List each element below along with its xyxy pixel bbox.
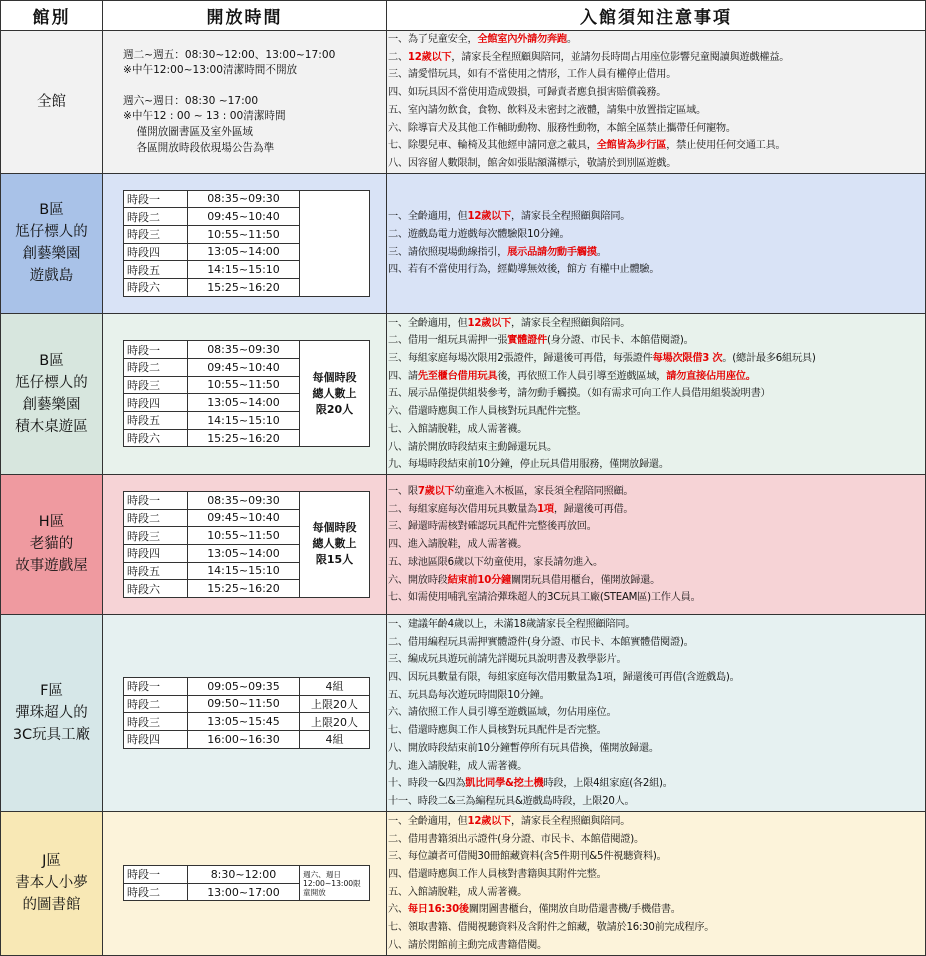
slot-label: 時段三 — [124, 225, 188, 243]
note-text: 三、每位讀者可借閱30冊館藏資料(含5件期刊&5件視聽資料)。 — [388, 851, 667, 863]
note-text: 四、若有不當使用行為，經勸導無效後，館方 有權中止體驗。 — [388, 264, 660, 276]
note-text: 五、室內請勿飲食，食物、飲料及未密封之液體，請集中放置指定區域。 — [388, 104, 706, 116]
note-item — [388, 456, 923, 474]
note-text: 五、入館請脫鞋，成人需著襪。 — [388, 886, 528, 898]
note-text: 二、借用編程玩具需押實體證件(身分證、市民卡、本館實體借閱證)。 — [388, 636, 694, 648]
section-name: B區 尪仔標人的 創藝樂園 積木桌遊區 — [1, 313, 103, 474]
note-item — [388, 813, 923, 831]
note-item — [388, 518, 923, 536]
slot-capacity: 上限20人 — [300, 695, 370, 713]
note-text: 六、請依照工作人員引導至遊戲區域，勿佔用座位。 — [388, 707, 617, 719]
notes-cell — [387, 173, 926, 313]
slot-time: 15:25~16:20 — [188, 429, 300, 447]
note-text: 三、每組家庭每場次限用2張證件，歸還後可再借，每張證件 — [388, 353, 653, 365]
section-name: B區 尪仔標人的 創藝樂園 遊戲島 — [1, 173, 103, 313]
note-text: 一、全齡適用，但 — [388, 815, 468, 827]
notes-cell — [387, 811, 926, 955]
note-item — [388, 49, 923, 67]
note-item — [388, 315, 923, 333]
note-item — [388, 793, 923, 811]
section-b-board-games — [1, 313, 926, 474]
note-text: ，歸還後可再借。 — [553, 503, 634, 515]
note-text: 。 — [566, 34, 577, 45]
note-highlight: 全館室內外請勿奔跑 — [477, 34, 567, 45]
note-item — [388, 261, 923, 279]
slot-label: 時段一 — [124, 190, 188, 208]
note-text: 五、球池區限6歲以下幼童使用，家長請勿進入。 — [388, 556, 603, 568]
note-text: 七、入館請脫鞋，成人需著襪。 — [388, 423, 528, 435]
note-highlight: 先至櫃台借用玩具 — [417, 370, 498, 382]
notes-cell — [387, 31, 926, 174]
note-text: (身分證、市民卡、本館借閱證)。 — [547, 335, 694, 347]
slot-time: 14:15~15:10 — [188, 562, 300, 580]
note-item — [388, 208, 923, 226]
note-item — [388, 66, 923, 84]
slot-time: 8:30~12:00 — [188, 866, 300, 884]
capacity-note: 每個時段 總人數上 限15人 — [300, 491, 370, 597]
slot-label: 時段五 — [124, 411, 188, 429]
note-text: 六、除導盲犬及其他工作輔助動物、服務性動物，本館全區禁止攜帶任何寵物。 — [388, 122, 736, 134]
slot-time: 09:45~10:40 — [188, 509, 300, 527]
slot-row — [124, 491, 370, 509]
note-text: 九、每場時段結束前10分鐘，停止玩具借用服務，僅開放歸還。 — [388, 459, 669, 471]
header-notes: 入館須知注意事項 — [387, 1, 926, 31]
note-text: 四、借還時應與工作人員核對書籍與其附件完整。 — [388, 868, 607, 880]
note-item — [388, 244, 923, 262]
note-text: 三、歸還時需核對確認玩具配件完整後再放回。 — [388, 521, 597, 533]
note-highlight: 12歲以下 — [467, 815, 511, 827]
note-highlight: 凱比同學&挖土機 — [465, 778, 544, 790]
slot-table — [123, 491, 370, 598]
note-text: ，請家長全程照顧與陪同。 — [511, 317, 631, 329]
note-text: 二、借用一組玩具需押一張 — [388, 335, 508, 347]
note-item — [388, 884, 923, 902]
note-text: 一、限 — [388, 485, 418, 497]
hours-line: 各區開放時段依現場公告為準 — [123, 141, 275, 154]
note-item — [388, 421, 923, 439]
note-highlight: 1項 — [537, 503, 554, 515]
note-item — [388, 385, 923, 403]
note-text: 關閉玩具借用櫃台，僅開放歸還。 — [511, 574, 661, 586]
section-h-story-house — [1, 474, 926, 614]
slot-label: 時段六 — [124, 279, 188, 297]
opening-hours — [103, 811, 387, 955]
slot-row — [124, 695, 370, 713]
slot-table — [123, 190, 370, 297]
slot-label: 時段四 — [124, 544, 188, 562]
section-b-game-island — [1, 173, 926, 313]
note-item — [388, 572, 923, 590]
note-item — [388, 722, 923, 740]
opening-hours — [103, 313, 387, 474]
note-highlight: 結束前10分鐘 — [447, 574, 511, 586]
slot-capacity: 上限20人 — [300, 713, 370, 731]
header-venue: 館別 — [1, 1, 103, 31]
slot-label: 時段四 — [124, 394, 188, 412]
slot-time: 09:45~10:40 — [188, 208, 300, 226]
slot-label: 時段二 — [124, 208, 188, 226]
note-highlight: 每場次限借3 次 — [652, 353, 723, 365]
slot-time: 10:55~11:50 — [188, 225, 300, 243]
note-text: 二、每組家庭每次借用玩具數量為 — [388, 503, 538, 515]
slot-label: 時段一 — [124, 341, 188, 359]
note-text: 六、借還時應與工作人員核對玩具配件完整。 — [388, 406, 587, 418]
note-item — [388, 704, 923, 722]
note-text: 四、因玩具數量有限，每組家庭每次借用數量為1項，歸還後可再借(含遊戲島)。 — [388, 672, 740, 684]
hours-line: ※中午12 : 00 ~ 13 : 00清潔時間 — [123, 110, 286, 123]
note-item — [388, 368, 923, 386]
note-item — [388, 332, 923, 350]
note-text: 。(總計最多6組玩具) — [722, 353, 816, 365]
note-item — [388, 589, 923, 607]
slot-time: 09:05~09:35 — [188, 677, 300, 695]
note-text: 八、請於閉館前主動完成書籍借閱。 — [388, 939, 547, 951]
note-item — [388, 554, 923, 572]
note-item — [388, 669, 923, 687]
slot-time: 14:15~15:10 — [188, 411, 300, 429]
slot-row — [124, 190, 370, 208]
note-text: 六、開放時段 — [388, 574, 448, 586]
note-item — [388, 937, 923, 955]
note-text: 七、如需使用哺乳室請洽彈珠超人的3C玩具工廠(STEAM區)工作人員。 — [388, 592, 701, 604]
note-item — [388, 137, 923, 155]
slot-table — [123, 340, 370, 447]
note-text: 一、全齡適用，但 — [388, 211, 468, 223]
capacity-note — [300, 190, 370, 296]
section-name: J區 書本人小夢 的圖書館 — [1, 811, 103, 955]
note-text: 後，再依照工作人員引導至遊戲區域， — [497, 370, 667, 382]
slot-time: 16:00~16:30 — [188, 731, 300, 749]
note-text: 七、領取書籍、借閱視聽資料及含附件之館藏，敬請於16:30前完成程序。 — [388, 922, 715, 934]
note-item — [388, 536, 923, 554]
header-hours: 開放時間 — [103, 1, 387, 31]
note-text: 三、編成玩具遊玩前請先詳閱玩具說明書及教學影片。 — [388, 654, 627, 666]
section-name: F區 彈珠超人的 3C玩具工廠 — [1, 614, 103, 811]
slot-label: 時段六 — [124, 580, 188, 598]
slot-time: 15:25~16:20 — [188, 279, 300, 297]
slot-time: 13:05~14:00 — [188, 243, 300, 261]
slot-time: 13:05~14:00 — [188, 394, 300, 412]
note-text: 八、請於開放時段結束主動歸還玩具。 — [388, 441, 557, 453]
note-item — [388, 651, 923, 669]
note-item — [388, 155, 923, 173]
slot-table — [123, 677, 370, 749]
section-name: H區 老貓的 故事遊戲屋 — [1, 474, 103, 614]
opening-hours — [103, 614, 387, 811]
hours-line: 週二~週五：08:30~12:00、13:00~17:00 — [123, 48, 336, 61]
note-text: 二、借用書籍須出示證件(身分證、市民卡、本館借閱證)。 — [388, 833, 644, 845]
note-text: 九、進入請脫鞋，成人需著襪。 — [388, 760, 528, 772]
hours-line: 僅開放圖書區及室外區域 — [123, 125, 254, 138]
note-highlight: 12歲以下 — [467, 211, 511, 223]
note-item — [388, 831, 923, 849]
slot-time: 14:15~15:10 — [188, 261, 300, 279]
note-item — [388, 483, 923, 501]
note-item — [388, 439, 923, 457]
opening-hours — [103, 31, 387, 174]
slot-label: 時段一 — [124, 677, 188, 695]
note-text: 二、 — [388, 51, 408, 63]
note-item — [388, 901, 923, 919]
note-item — [388, 775, 923, 793]
slot-time: 08:35~09:30 — [188, 190, 300, 208]
slot-label: 時段五 — [124, 261, 188, 279]
note-item — [388, 120, 923, 138]
note-text: 關閉圖書櫃台，僅開放自助借還書機/手機借書。 — [468, 904, 681, 916]
note-item — [388, 350, 923, 368]
note-highlight: 全館皆為步行區 — [596, 140, 667, 152]
slot-time: 10:55~11:50 — [188, 376, 300, 394]
slot-time: 09:45~10:40 — [188, 358, 300, 376]
note-item — [388, 758, 923, 776]
note-text: ，請家長全程照顧與陪同，並請勿長時間占用座位影響兒童閱讀與遊戲權益。 — [451, 51, 790, 63]
note-item — [388, 31, 923, 49]
slot-label: 時段五 — [124, 562, 188, 580]
note-text: ，請家長全程照顧與陪同。 — [511, 815, 631, 827]
slot-label: 時段一 — [124, 866, 188, 884]
note-text: 八、開放時段結束前10分鐘暫停所有玩具借換，僅開放歸還。 — [388, 742, 659, 754]
section-f-3c-factory — [1, 614, 926, 811]
slot-time: 08:35~09:30 — [188, 491, 300, 509]
note-item — [388, 84, 923, 102]
slot-time: 13:05~15:45 — [188, 713, 300, 731]
note-item — [388, 919, 923, 937]
section-name: 全館 — [1, 31, 103, 174]
slot-label: 時段六 — [124, 429, 188, 447]
note-highlight: 12歲以下 — [407, 51, 452, 63]
note-text: 一、建議年齡4歲以上，未滿18歲請家長全程照顧陪同。 — [388, 618, 636, 630]
slot-time: 13:05~14:00 — [188, 544, 300, 562]
notes-cell — [387, 474, 926, 614]
note-text: 七、除嬰兒車、輪椅及其他經申請同意之載具， — [388, 140, 597, 152]
slot-label: 時段三 — [124, 376, 188, 394]
note-highlight: 請勿直接佔用座位。 — [666, 370, 756, 382]
note-text: 。 — [596, 246, 607, 258]
note-text: 十、時段一&四為 — [388, 778, 466, 790]
note-item — [388, 740, 923, 758]
header-row — [1, 1, 926, 31]
note-item — [388, 848, 923, 866]
slot-label: 時段一 — [124, 491, 188, 509]
note-text: 六、 — [388, 904, 408, 916]
slot-row — [124, 731, 370, 749]
slot-label: 時段二 — [124, 509, 188, 527]
note-highlight: 7歲以下 — [417, 485, 455, 497]
note-text: 四、如玩具因不當使用造成毀損，可歸責者應負損害賠償義務。 — [388, 87, 667, 99]
note-highlight: 展示品請勿動手觸摸 — [507, 246, 597, 258]
note-text: 五、展示品僅提供組裝參考，請勿動手觸摸。（如有需求可向工作人員借用組裝說明書） — [388, 388, 771, 400]
note-text: ，請家長全程照顧與陪同。 — [511, 211, 631, 223]
slot-label: 時段三 — [124, 527, 188, 545]
note-text: 一、全齡適用，但 — [388, 317, 468, 329]
note-highlight: 每日16:30後 — [407, 904, 469, 916]
slot-label: 時段二 — [124, 358, 188, 376]
note-text: 一、為了兒童安全， — [388, 34, 478, 45]
note-text: 七、借還時應與工作人員核對玩具配件是否完整。 — [388, 725, 607, 737]
capacity-note: 週六、週日 12:00~13:00限 童開放 — [300, 866, 370, 901]
note-text: 八、因容留人數限制，館舍如張貼額滿標示，敬請於到別區遊戲。 — [388, 157, 677, 169]
note-highlight: 實體證件 — [507, 335, 547, 347]
slot-row — [124, 677, 370, 695]
hours-line: ※中午12:00~13:00清潔時間不開放 — [123, 64, 298, 77]
note-item — [388, 634, 923, 652]
slot-label: 時段二 — [124, 695, 188, 713]
slot-table — [123, 865, 370, 901]
opening-hours — [103, 173, 387, 313]
slot-time: 15:25~16:20 — [188, 580, 300, 598]
note-text: 四、請 — [388, 370, 418, 382]
slot-label: 時段四 — [124, 731, 188, 749]
note-text: 三、請依照現場動線指引， — [388, 246, 508, 258]
note-item — [388, 616, 923, 634]
note-item — [388, 866, 923, 884]
section-j-library — [1, 811, 926, 955]
slot-row — [124, 713, 370, 731]
note-item — [388, 226, 923, 244]
capacity-note: 每個時段 總人數上 限20人 — [300, 341, 370, 447]
slot-time: 13:00~17:00 — [188, 883, 300, 901]
note-item — [388, 403, 923, 421]
note-item — [388, 501, 923, 519]
slot-label: 時段二 — [124, 883, 188, 901]
note-text: 幼童進入木板區，家長須全程陪同照顧。 — [454, 485, 634, 497]
hours-line: 週六~週日：08:30 ~17:00 — [123, 94, 259, 107]
slot-time: 08:35~09:30 — [188, 341, 300, 359]
notes-cell — [387, 614, 926, 811]
note-text: 二、遊戲島電力遊戲每次體驗限10分鐘。 — [388, 228, 570, 240]
slot-label: 時段四 — [124, 243, 188, 261]
section-all — [1, 31, 926, 174]
slot-row — [124, 866, 370, 884]
note-highlight: 12歲以下 — [467, 317, 511, 329]
opening-hours — [103, 474, 387, 614]
note-item — [388, 687, 923, 705]
slot-label: 時段三 — [124, 713, 188, 731]
note-text: 時段，上限4組家庭(各2組)。 — [543, 778, 673, 790]
slot-capacity: 4組 — [300, 677, 370, 695]
note-item — [388, 102, 923, 120]
notes-cell — [387, 313, 926, 474]
note-text: 五、玩具島每次遊玩時間限10分鐘。 — [388, 689, 550, 701]
note-text: 十一、時段二&三為編程玩具&遊戲島時段，上限20人。 — [388, 795, 635, 807]
note-text: 三、請愛惜玩具，如有不當使用之情形，工作人員有權停止借用。 — [388, 69, 677, 81]
slot-row — [124, 341, 370, 359]
slot-time: 10:55~11:50 — [188, 527, 300, 545]
slot-time: 09:50~11:50 — [188, 695, 300, 713]
slot-capacity: 4組 — [300, 731, 370, 749]
note-text: ，禁止使用任何交通工具。 — [666, 140, 786, 152]
note-text: 四、進入請脫鞋，成人需著襪。 — [388, 539, 528, 551]
